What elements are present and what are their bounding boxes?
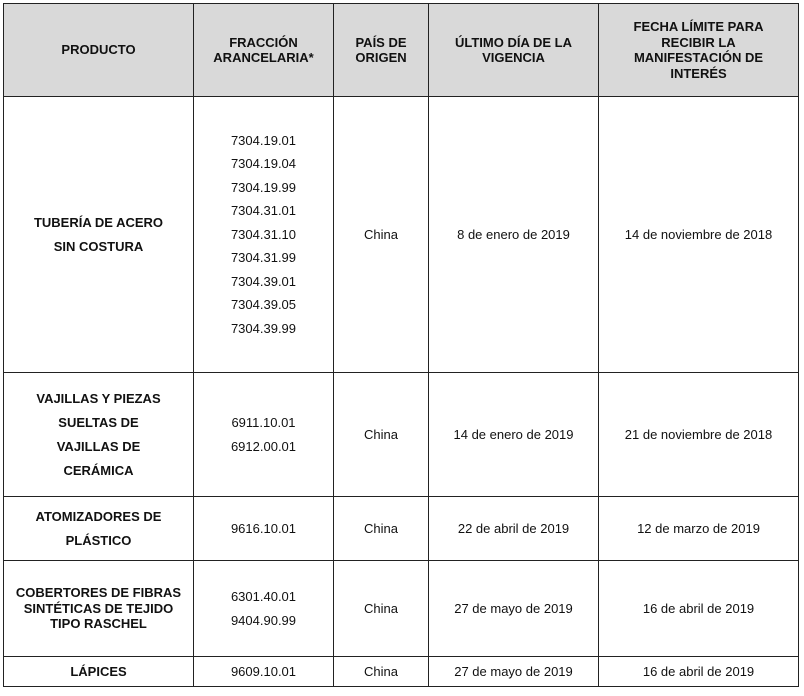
table-row — [4, 657, 799, 687]
product-cell: LÁPICES — [4, 657, 194, 687]
fraccion-code: 7304.31.10 — [230, 226, 297, 242]
fraccion-code: 6911.10.01 — [231, 415, 296, 430]
header-ultimo — [429, 4, 599, 97]
fraccion-code: 9609.10.01 — [230, 664, 297, 679]
product-cell — [4, 497, 194, 561]
ultimo-cell: 14 de enero de 2019 — [429, 373, 599, 497]
fraccion-cell — [194, 561, 334, 657]
ultimo-cell: 8 de enero de 2019 — [429, 97, 599, 373]
fraccion-code: 7304.19.04 — [230, 156, 297, 172]
fraccion-list — [231, 585, 296, 632]
fecha-cell: 16 de abril de 2019 — [599, 657, 799, 687]
fraccion-cell — [194, 97, 334, 373]
product-cell — [4, 97, 194, 373]
fraccion-code: 7304.39.99 — [230, 320, 297, 336]
ultimo-cell: 22 de abril de 2019 — [429, 497, 599, 561]
fraccion-code: 9616.10.01 — [230, 521, 297, 536]
fraccion-cell — [194, 373, 334, 497]
pais-cell: China — [334, 97, 429, 373]
fecha-cell: 14 de noviembre de 2018 — [599, 97, 799, 373]
product-cell — [4, 373, 194, 497]
product-name: TUBERÍA DE ACERO SIN COSTURA — [33, 214, 164, 254]
header-fraccion-text: FRACCIÓN ARANCELARIA* — [213, 34, 314, 65]
pais-cell: China — [334, 373, 429, 497]
product-name: ATOMIZADORES DE PLÁSTICO — [35, 508, 162, 548]
fraccion-code: 7304.31.99 — [230, 250, 297, 266]
fraccion-list — [231, 411, 296, 458]
fraccion-code: 7304.19.99 — [230, 179, 297, 195]
header-pais — [334, 4, 429, 97]
header-row — [4, 4, 799, 97]
product-name: VAJILLAS Y PIEZAS SUELTAS DE VAJILLAS DE CERÁMICA — [36, 390, 161, 478]
header-ultimo-text: ÚLTIMO DÍA DE LA VIGENCIA — [455, 34, 572, 65]
header-fraccion — [194, 4, 334, 97]
header-pais-text: PAÍS DE ORIGEN — [355, 34, 407, 65]
header-producto: PRODUCTO — [4, 4, 194, 97]
fraccion-list — [231, 129, 296, 341]
ultimo-cell: 27 de mayo de 2019 — [429, 561, 599, 657]
fecha-cell: 16 de abril de 2019 — [599, 561, 799, 657]
pais-cell: China — [334, 657, 429, 687]
fraccion-code: 6301.40.01 — [230, 589, 297, 604]
fraccion-cell — [194, 657, 334, 687]
pais-cell: China — [334, 497, 429, 561]
fecha-cell: 21 de noviembre de 2018 — [599, 373, 799, 497]
fraccion-code: 6912.00.01 — [230, 438, 297, 454]
header-fecha — [599, 4, 799, 97]
header-fecha-text: FECHA LÍMITE PARA RECIBIR LA MANIFESTACIÓN DE INTERÉS — [633, 19, 764, 81]
ultimo-cell: 27 de mayo de 2019 — [429, 657, 599, 687]
fraccion-code: 7304.39.01 — [230, 273, 297, 289]
table-row — [4, 97, 799, 373]
product-cell — [4, 561, 194, 657]
fraccion-code: 7304.31.01 — [230, 203, 297, 219]
table-row — [4, 497, 799, 561]
table-row — [4, 561, 799, 657]
fecha-cell: 12 de marzo de 2019 — [599, 497, 799, 561]
fraccion-code: 7304.39.05 — [230, 297, 297, 313]
fraccion-code: 7304.19.01 — [230, 132, 297, 148]
fraccion-cell — [194, 497, 334, 561]
vigencia-table — [3, 3, 799, 687]
fraccion-code: 9404.90.99 — [230, 612, 297, 628]
table-row — [4, 373, 799, 497]
pais-cell: China — [334, 561, 429, 657]
product-name: COBERTORES DE FIBRAS SINTÉTICAS DE TEJIDO TIPO RASCHEL — [15, 585, 182, 632]
